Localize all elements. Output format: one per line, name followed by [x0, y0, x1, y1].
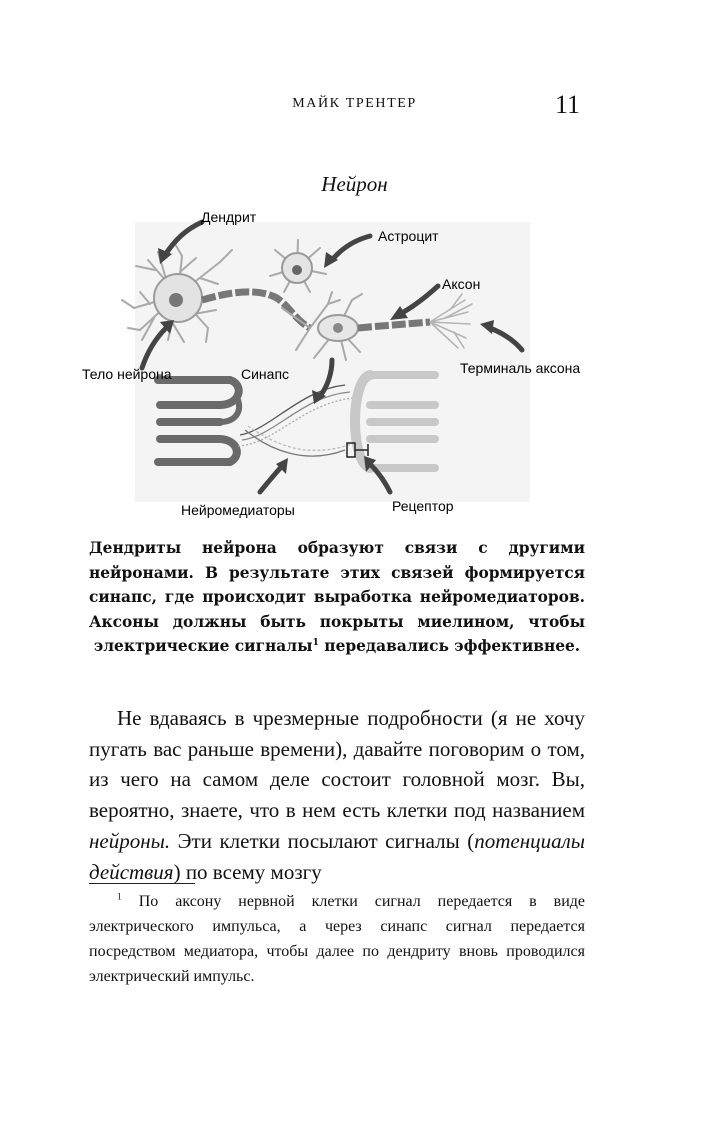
figure-caption: [89, 536, 585, 659]
body-italic-term: потенциалы действия: [89, 828, 585, 884]
body-text-part: ) по всему мозгу: [173, 859, 322, 884]
label-synapse: Синапс: [241, 366, 290, 382]
label-astrocyte: Астроцит: [378, 228, 439, 244]
body-text-part: Не вдаваясь в чрезмерные подробности (я не хочу пугать вас раньше времени), давайте поговорим о том, из чего на самом деле состоит головной мозг. Вы, вероятно, знаете, что в нем есть клетки под названием: [89, 706, 585, 823]
label-neuron-body: Тело нейрона: [82, 366, 172, 382]
footnote-divider: [89, 883, 195, 884]
label-neurotransmitters: Нейромедиаторы: [181, 502, 295, 518]
caption-footnote-marker: 1: [312, 636, 319, 648]
footnote: [89, 889, 585, 989]
neuron-diagram: [70, 200, 590, 518]
body-italic-term: нейроны.: [89, 828, 171, 853]
label-axon-terminal: Терминаль аксона: [460, 360, 581, 376]
running-header-author: МАЙК ТРЕНТЕР: [292, 96, 417, 111]
label-axon: Аксон: [442, 276, 481, 292]
page-number: 11: [554, 90, 580, 119]
caption-text: Дендриты нейрона образуют связи с другими нейронами. В результате этих связей формируется синапс, где происходит выработка нейромедиаторов. Аксоны должны быть покрыты миелином, чтобы электрические сигналы: [89, 539, 585, 655]
label-dendrite: Дендрит: [201, 209, 257, 225]
footnote-text: По аксону нервной клетки сигнал передается в виде электрического импульса, а через синапс сигнал передается посредством медиатора, чтобы далее по дендриту вновь проводился электрический импульс.: [89, 893, 585, 985]
footnote-marker: 1: [117, 891, 122, 903]
figure-title: Нейрон: [321, 172, 388, 196]
caption-text-end: передавались эффективнее.: [318, 637, 581, 655]
body-text-part: Эти клетки посылают сигналы (: [170, 828, 475, 853]
label-receptor: Рецептор: [392, 498, 454, 514]
body-paragraph: [89, 703, 585, 887]
